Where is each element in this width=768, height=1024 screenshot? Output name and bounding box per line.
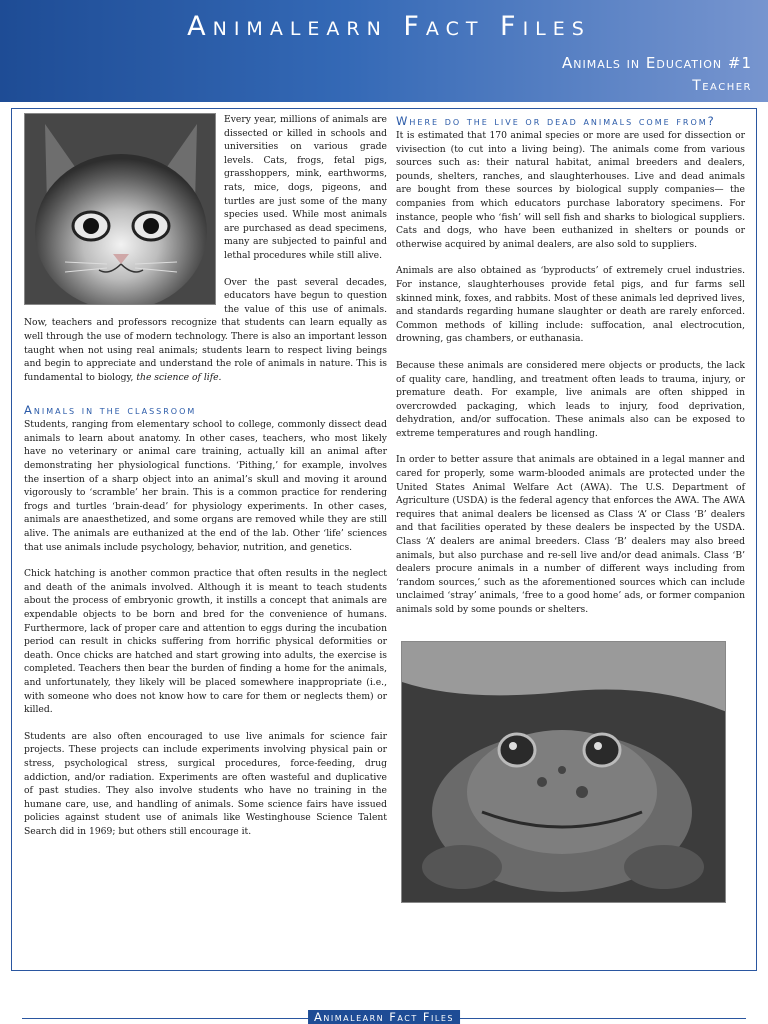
content-frame: [11, 108, 757, 971]
page-header: [0, 0, 768, 102]
sources-paragraph: Animals are also obtained as ‘byproducts’ of extremely cruel industries. For instance, slaughterhouses provide fetal pigs, and fur farms sell skinned mink, foxes, and rabbits. Most of these animals led deprived lives, and standards regarding humane slaughter or death are rarely enforced. Common methods of killing include: suffocation, anal electrocution, drowning, gas chambers, or euthanasia.: [396, 265, 745, 345]
cat-illustration: [25, 114, 216, 305]
classroom-heading: Animals in the classroom: [24, 403, 197, 418]
footer-label: Animalearn Fact Files: [308, 1010, 460, 1024]
audience-label: Teacher: [692, 78, 752, 94]
sources-paragraph: It is estimated that 170 animal species or more are used for dissection or vivisection (to cut into a living being). The animals come from various sources such as: their natural habitat, animal breeders and dealers, pounds, shelters, ranches, and slaughterhouses. Live and dead animals are bought from these sources by biological supply companies— the companies from which educators purchase laboratory specimens. For instance, people who ‘fish’ will sell fish and sharks to biological suppliers. Cats and dogs, who have been euthanized in shelters or pounds or otherwise acquired by animal dealers, are also sold to suppliers.: [396, 130, 745, 250]
cat-photo: [24, 113, 216, 305]
sources-heading: Where do the live or dead animals come from?: [396, 114, 716, 128]
sources-paragraph: Because these animals are considered mere objects or products, the lack of quality care, handling, and treatment often leads to trauma, injury, or premature death. For example, live animals are often shipped in overcrowded packaging, which leads to injury, food deprivation, dehydration, and/or suffocation. These animals also can be exposed to extreme temperatures and rough handling.: [396, 359, 745, 439]
page-title: Animalearn Fact Files: [187, 11, 591, 42]
intro-paragraph-2-text: Over the past several decades, educators have begun to question the value of this use of animals. Now, teachers and professors recognize that students can learn equally as well through the use of modern technology. There is also an important lesson taught when not using real animals; students learn to respect living beings and begin to appreciate and understand the role of animals in nature. This is fundamental to biology,: [24, 276, 387, 383]
left-column: [24, 113, 387, 839]
intro-paragraph-1: Every year, millions of animals are dissected or killed in schools and universities on various grade levels. Cats, frogs, fetal pigs, grasshoppers, mink, earthworms, rats, mice, dogs, pigeons, and turtles are just some of the many species used. While most animals are purchased as dead specimens, many are subjected to painful and lethal procedures while still alive.: [224, 114, 387, 261]
frog-photo: [401, 641, 726, 903]
intro-paragraph-2-italic: the science of life.: [136, 371, 222, 383]
right-column: [396, 113, 745, 903]
sources-paragraph: In order to better assure that animals are obtained in a legal manner and cared for properly, some warm-blooded animals are protected under the United States Animal Welfare Act (AWA). The U.S. Department of Agriculture (USDA) is the federal agency that enforces the AWA. The AWA requires that animal dealers be licensed as Class ‘A’ or Class ‘B’ dealers and that facilities operated by these dealers be inspected by the USDA. Class ‘A’ dealers are animal breeders. Class ‘B’ dealers may also breed animals, but also purchase and re-sell live and/or dead animals. Class ‘B’ dealers procure animals in a number of different ways including from ‘random sources,’ such as the aforementioned sources which can include unclaimed ‘stray’ animals, ‘free to a good home’ ads, or former companion animals sold by some pounds or shelters.: [396, 454, 745, 615]
frog-illustration: [402, 642, 726, 903]
page-footer: [22, 1010, 746, 1024]
page-subtitle: Animals in Education #1: [562, 54, 752, 72]
classroom-paragraph: Chick hatching is another common practice that often results in the neglect and death of the animals involved. Although it is meant to teach students about the process of embryonic growth, it instills a concept that animals are expendable objects to be born and bred for the convenience of humans. Furthermore, lack of proper care and attention to eggs during the incubation period can result in chicks suffering from horrific physical deformities or death. Once chicks are hatched and start growing into adults, the exercise is completed. Teachers then bear the burden of finding a home for the animals, and unfortunately, they likely will be placed somewhere inappropriate (i.e., with someone who does not know how to care for them or neglects them) or killed.: [24, 568, 387, 716]
classroom-section: [24, 402, 387, 838]
classroom-paragraph: Students are also often encouraged to use live animals for science fair projects. These projects can include experiments involving physical pain or stress, psychological stress, surgical procedures, force-feeding, drug addiction, and/or radiation. Experiments are often wasteful and duplicative of past studies. They also involve students who have no training in the humane care, use, and handling of animals. Some science fairs have issued policies against student use of animals like Westinghouse Science Talent Search did in 1969; but others still encourage it.: [24, 730, 387, 837]
classroom-paragraph: Students, ranging from elementary school to college, commonly dissect dead animals to learn about anatomy. In other cases, teachers, who most likely have no veterinary or animal care training, actually kill an animal after demonstrating her physiological functions. ‘Pithing,’ for example, involves the insertion of a sharp object into an animal’s skull and moving it around vigorously to ‘scramble’ her brain. This is a common practice for rendering frogs and turtles ‘brain-dead’ for physiology experiments. In other cases, animals are anaesthetized, and some organs are removed while they are still alive. The animals are euthanized at the end of the lab. Other ‘life’ sciences that use animals include psychology, behavior, nutrition, and genetics.: [24, 419, 387, 553]
